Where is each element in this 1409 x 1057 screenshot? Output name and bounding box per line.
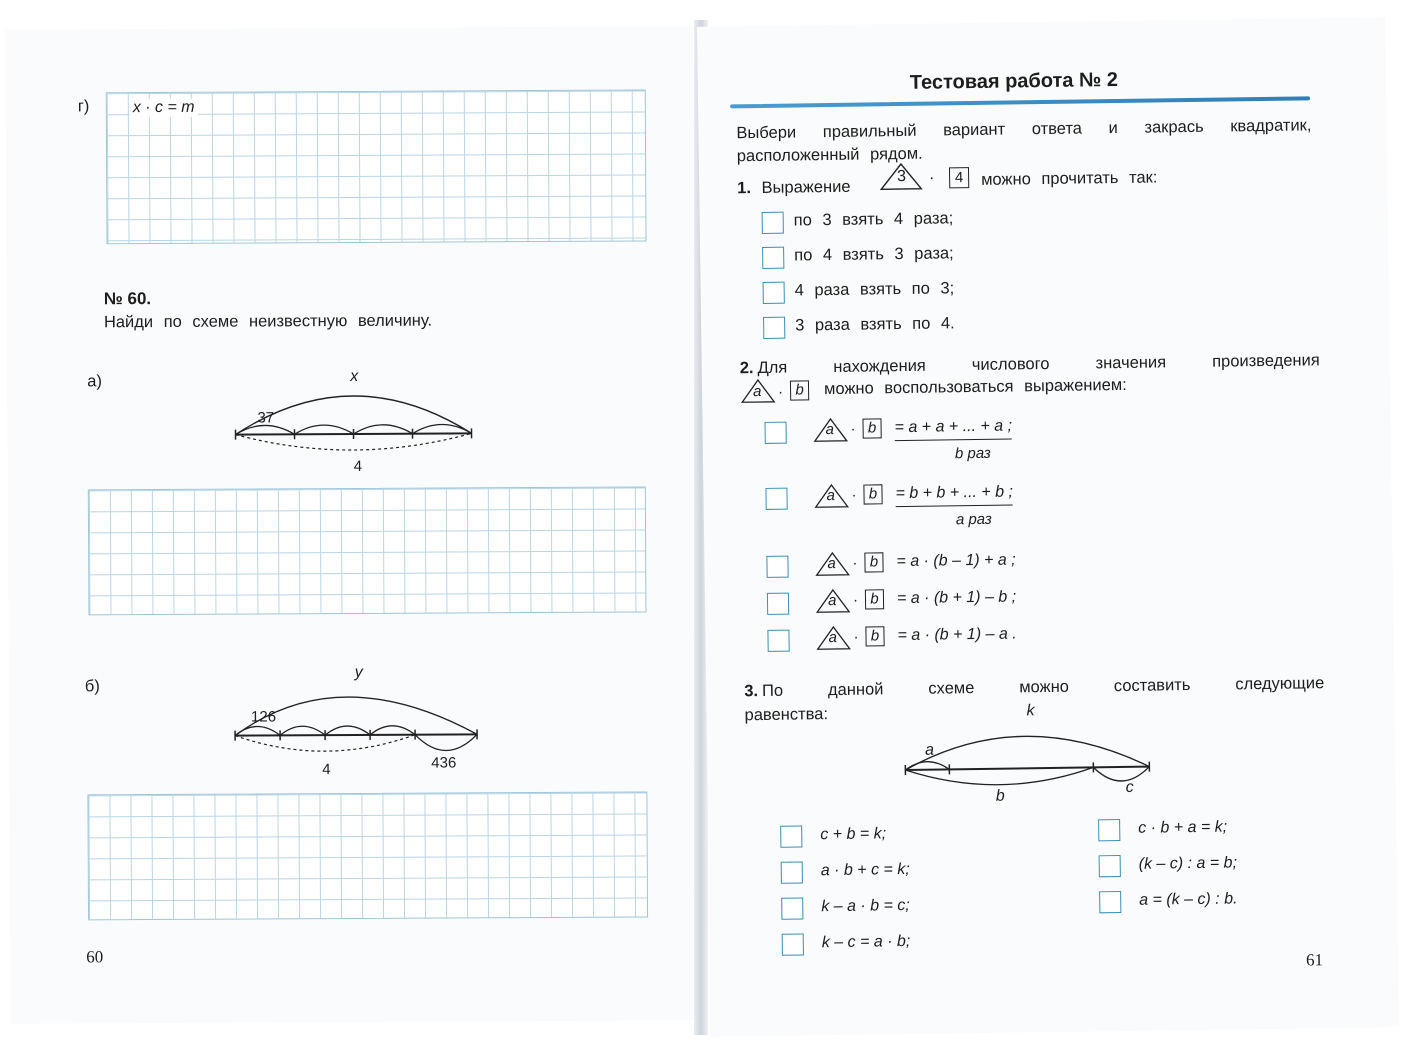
q1-box-value: 4 [949, 167, 969, 188]
q3-right-option-2: (k – c) : a = b; [1138, 854, 1238, 873]
q3-scheme-top: k [1026, 702, 1035, 720]
part-a-label: а) [87, 372, 102, 391]
q2-option-5-dot: · [853, 628, 859, 646]
scheme-b-seg-value: 126 [250, 708, 277, 726]
scheme-b-extra-arc [415, 734, 477, 750]
scheme-b [229, 670, 500, 781]
q3-scheme-a: a [924, 741, 935, 759]
q2-option-3-checkbox[interactable] [766, 556, 788, 578]
q3-left-option-1-checkbox[interactable] [780, 825, 802, 847]
q2-option-4-checkbox[interactable] [767, 593, 789, 615]
intro-text: Выбери правильный вариант ответа и закрась квадратик, расположенный рядом. [736, 116, 1312, 166]
q3-number: 3. [744, 682, 759, 701]
q2-option-5-box-var: b [865, 626, 884, 646]
q3-right-option-2-checkbox[interactable] [1099, 855, 1121, 877]
q3-text-line2: равенства: [744, 705, 829, 725]
right-page [697, 17, 1399, 1037]
q2-option-1-expression: = a + a + ... + a ; [894, 417, 1012, 441]
q2-line-1 [740, 351, 1320, 378]
scheme-b-count: 4 [322, 761, 331, 779]
q3-scheme-line [905, 767, 1149, 770]
q2-option-4-tri-var: a [827, 591, 837, 610]
q3-text-line1: По данной схеме можно составить следующие [761, 674, 1325, 701]
scheme-b-extra: 436 [431, 754, 457, 772]
scheme-a-seg-value: 37 [257, 409, 275, 427]
q3-left-option-3-checkbox[interactable] [781, 897, 803, 919]
q1-line [737, 178, 851, 199]
q2-option-2-box-var: b [863, 484, 882, 504]
q1-option-3: 4 раза взять по 3; [794, 279, 955, 300]
q2-option-4-dot: · [852, 591, 859, 609]
q2-option-2-expression: = b + b + ... + b ; [895, 483, 1013, 507]
q2-option-4-expression: = a · (b + 1) – b ; [896, 588, 1017, 608]
q1-option-1: по 3 взять 4 раза; [793, 209, 954, 230]
q3-right-option-3: a = (k – c) : b. [1139, 890, 1238, 909]
q3-left-option-3: k – a · b = c; [821, 896, 910, 916]
q2-option-5-expression: = a · (b + 1) – a . [897, 625, 1017, 645]
scheme-b-line [235, 734, 477, 735]
left-page [5, 26, 698, 1024]
scheme-a-count: 4 [353, 457, 363, 475]
q2-number: 2. [739, 359, 754, 378]
q2-box-var: b [790, 380, 809, 400]
q2-option-1-box-var: b [862, 418, 881, 438]
q2-tri-var: a [752, 382, 762, 401]
q1-triangle-value: 3 [896, 167, 907, 186]
q1-option-2-checkbox[interactable] [762, 247, 784, 269]
g-equation: x · c = m [130, 99, 198, 117]
grid-b [87, 791, 648, 920]
q3-left-option-4-checkbox[interactable] [782, 933, 804, 955]
q1-option-2: по 4 взять 3 раза; [794, 244, 954, 265]
q2-option-4-box-var: b [865, 589, 884, 609]
q2-option-3-dot: · [852, 554, 858, 572]
test-title: Тестовая работа № 2 [909, 68, 1119, 94]
q3-scheme-c-arc [1093, 767, 1149, 782]
q2-option-1-tri-var: a [825, 420, 835, 439]
scheme-b-top-var: y [354, 663, 363, 681]
q3-left-option-2-checkbox[interactable] [781, 861, 803, 883]
task-text: Найди по схеме неизвестную величину. [103, 311, 433, 332]
q1-option-4: 3 раза взять по 4. [795, 314, 955, 335]
q2-option-5-checkbox[interactable] [767, 630, 789, 652]
q3-scheme-b: b [995, 787, 1005, 805]
q2-text-line2: можно воспользоваться выражением: [823, 375, 1127, 399]
q1-text-before: Выражение [761, 177, 851, 197]
q1-option-4-checkbox[interactable] [763, 317, 785, 339]
q3-scheme [897, 721, 1158, 825]
q3-scheme-c: c [1125, 778, 1134, 796]
q2-option-2-dot: · [851, 486, 857, 504]
part-g-label: г) [77, 97, 90, 116]
q3-left-option-4: k – c = a · b; [821, 932, 911, 952]
q1-text-after: можно прочитать так: [981, 168, 1158, 189]
q2-option-2-checkbox[interactable] [765, 488, 787, 510]
q2-option-2-tri-var: a [826, 486, 836, 505]
grid-a [88, 486, 647, 615]
q3-line-1 [744, 674, 1324, 701]
q1-dot: · [928, 169, 935, 187]
q3-right-option-3-checkbox[interactable] [1099, 891, 1121, 913]
q3-right-option-1: c · b + a = k; [1138, 818, 1228, 837]
q1-option-3-checkbox[interactable] [763, 282, 785, 304]
q2-option-5-tri-var: a [828, 628, 837, 647]
part-b-label: б) [84, 677, 100, 696]
title-underline [730, 96, 1310, 108]
q3-left-option-2: a · b + c = k; [820, 860, 910, 880]
page-number-right: 61 [1305, 950, 1324, 970]
q2-option-3-box-var: b [864, 552, 883, 572]
page-number-left: 60 [86, 947, 104, 967]
task-number: № 60. [103, 289, 152, 309]
q2-option-1-dot: · [850, 420, 856, 438]
q2-option-1-under-label: b раз [954, 444, 991, 463]
q2-option-1-checkbox[interactable] [765, 422, 787, 444]
q2-option-3-expression: = a · (b – 1) + a ; [896, 551, 1016, 571]
q2-dot: · [777, 383, 784, 401]
q2-option-2-under-label: a раз [955, 510, 992, 529]
q3-left-option-1: c + b = k; [820, 825, 887, 844]
q2-option-3-tri-var: a [827, 554, 836, 573]
scheme-a-top-var: x [350, 367, 359, 386]
q3-right-option-1-checkbox[interactable] [1098, 819, 1120, 841]
q1-number: 1. [737, 179, 752, 198]
q1-option-1-checkbox[interactable] [762, 212, 784, 234]
q2-text-line1: Для нахождения числового значения произведения [757, 351, 1320, 378]
